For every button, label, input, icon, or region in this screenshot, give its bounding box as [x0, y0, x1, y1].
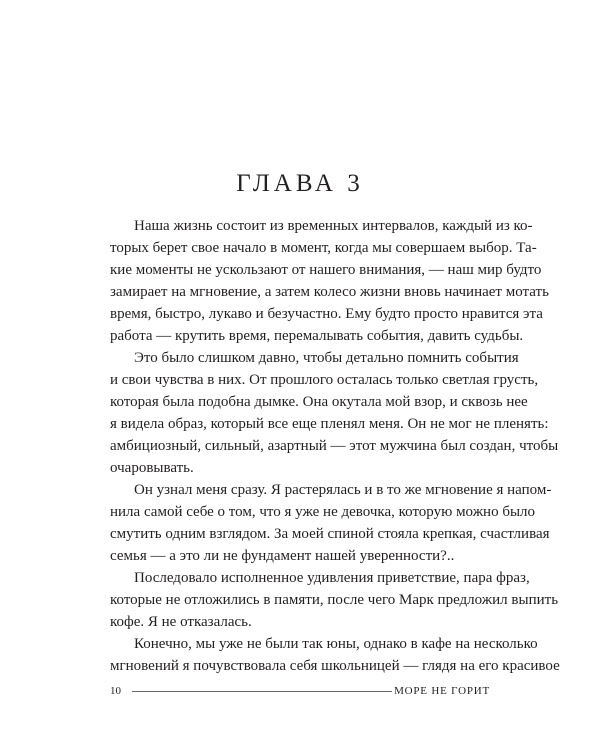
body-line: которые не отложились в памяти, после чего Марк предложил выпить [110, 592, 559, 608]
body-line: Это было слишком давно, чтобы детально помнить события [134, 350, 519, 366]
body-line: Наша жизнь состоит из временных интервалов, каждый из ко- [134, 218, 533, 234]
body-line: и свои чувства в них. От прошлого осталась только светлая грусть, [110, 372, 539, 388]
body-line: я видела образ, который все еще пленял меня. Он не мог не пленять: [110, 416, 549, 432]
page-footer [110, 683, 490, 699]
chapter-body [110, 215, 560, 677]
page-number: 10 [110, 685, 121, 697]
body-line: Он узнал меня сразу. Я растерялась и в то же мгновение я напом- [134, 482, 552, 498]
body-line: торых берет свое начало в момент, когда мы совершаем выбор. Та- [110, 240, 537, 256]
body-line: семья — а это ли не фундамент нашей уверенности?.. [110, 548, 455, 564]
body-line: амбициозный, сильный, азартный — этот мужчина был создан, чтобы [110, 438, 559, 454]
body-line: работа — крутить время, перемалывать события, давить судьбы. [110, 328, 524, 344]
body-line: которая была подобна дымке. Она окутала мой взор, и сквозь нее [110, 394, 528, 410]
body-line: очаровывать. [110, 460, 194, 476]
body-line: мгновений я почувствовала себя школьницей — глядя на его красивое [110, 658, 560, 674]
chapter-title: ГЛАВА 3 [236, 170, 364, 197]
body-line: Конечно, мы уже не были так юны, однако в кафе на несколько [134, 636, 538, 652]
running-title: МОРЕ НЕ ГОРИТ [394, 685, 490, 697]
body-line: нила самой себе о том, что я уже не девочка, которую можно было [110, 504, 536, 520]
body-line: время, быстро, лукаво и безучастно. Ему будто просто нравится эта [110, 306, 543, 322]
body-line: кие моменты не ускользают от нашего внимания, — наш мир будто [110, 262, 542, 278]
body-line: Последовало исполненное удивления приветствие, пара фраз, [134, 570, 530, 586]
body-line: кофе. Я не отказалась. [110, 614, 252, 630]
body-line: смутить одним взглядом. За моей спиной стояла крепкая, счастливая [110, 526, 550, 542]
footer-divider [132, 691, 392, 692]
body-line: замирает на мгновение, а затем колесо жизни вновь начинает мотать [110, 284, 549, 300]
